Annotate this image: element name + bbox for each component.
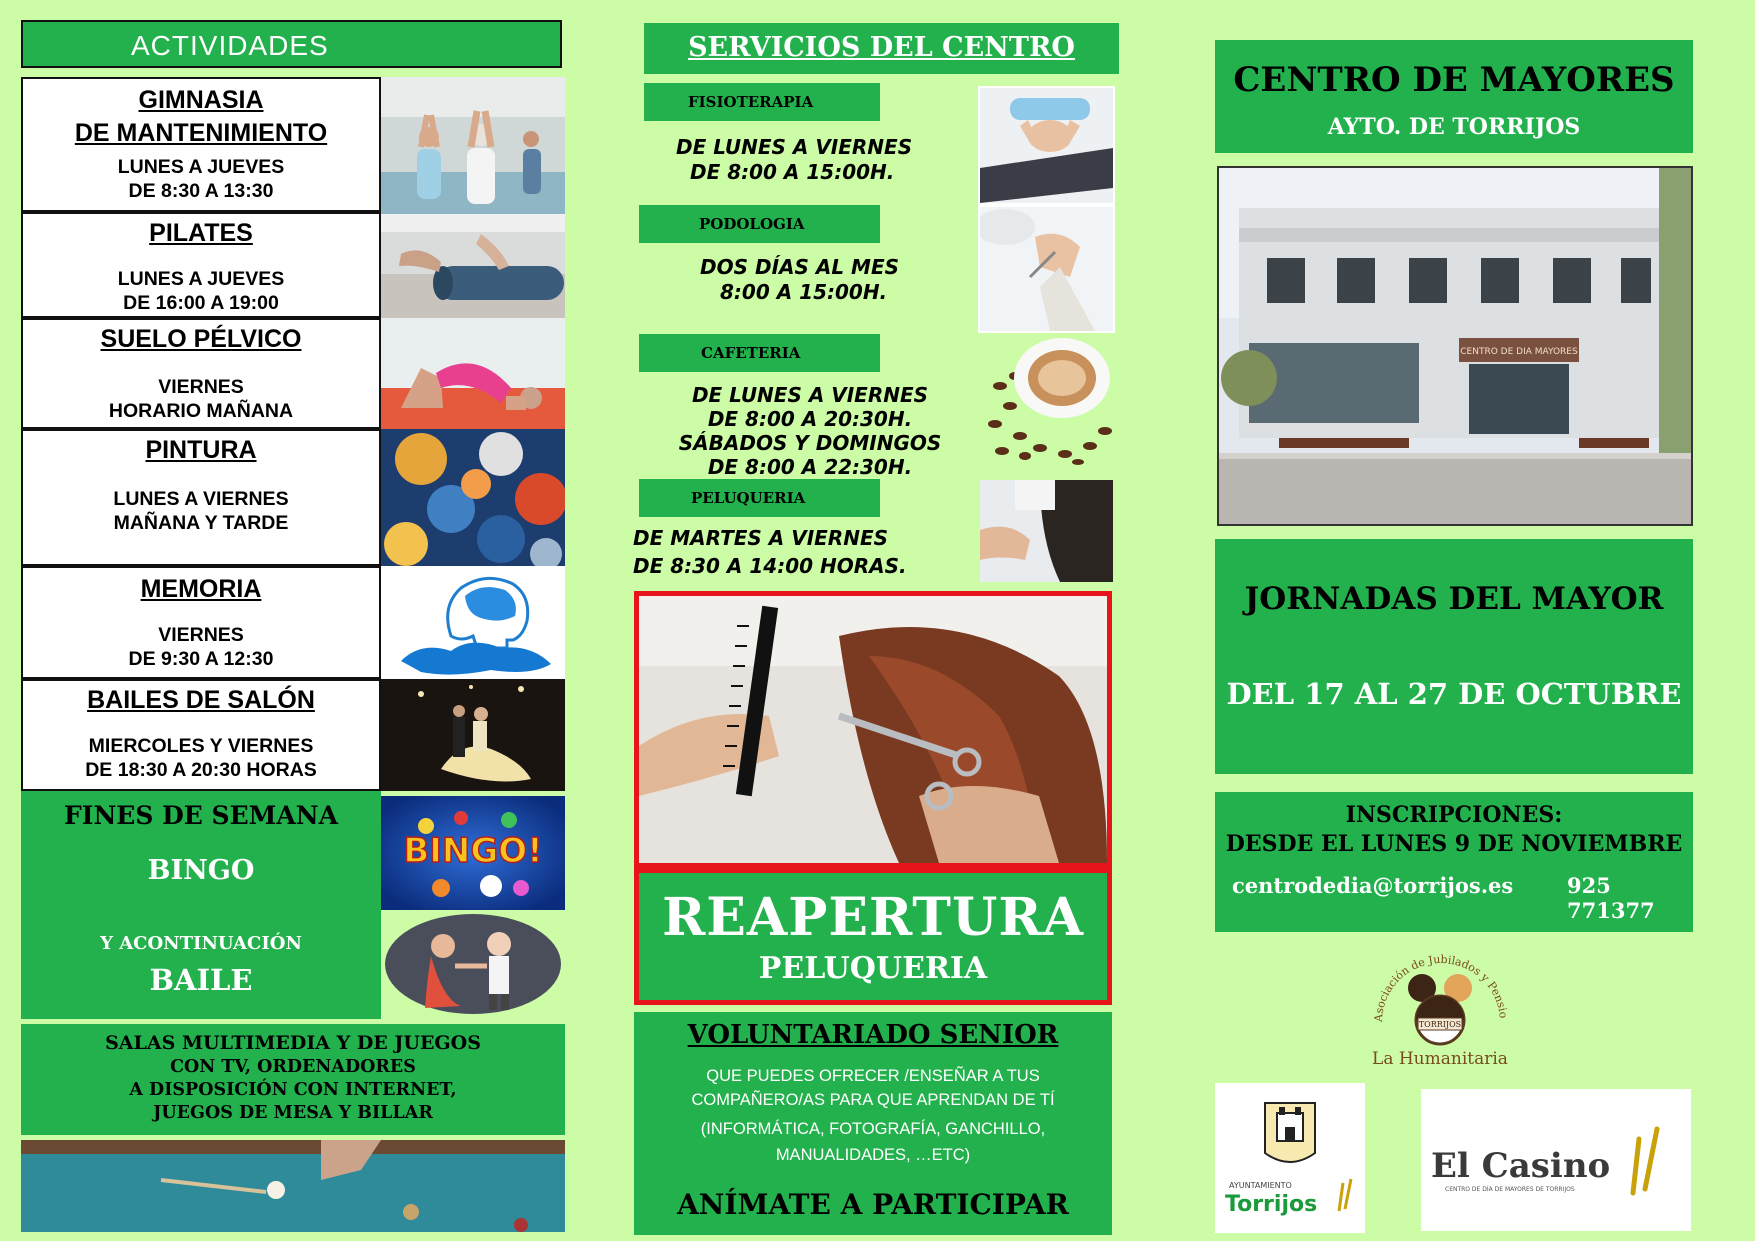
activity-schedule: LUNES A JUEVES <box>117 268 285 290</box>
association-name: La Humanitaria <box>1372 1049 1508 1069</box>
services-header <box>644 23 1119 74</box>
physiotherapy-photo <box>978 86 1115 205</box>
activity-bailes <box>21 679 381 791</box>
bingo-image <box>381 796 565 910</box>
podology-photo <box>978 205 1115 333</box>
volunteer-title: VOLUNTARIADO SENIOR <box>687 1020 1059 1050</box>
volunteer-line1: QUE PUEDES OFRECER /ENSEÑAR A TUS <box>706 1067 1040 1085</box>
weekend-box <box>21 791 381 1019</box>
service-line: DE 8:00 A 22:30H. <box>707 455 913 479</box>
gymnastics-photo <box>381 77 565 214</box>
association-arc-text: Asociación de Jubilados y Pensio <box>1371 952 1510 1023</box>
multimedia-title: SALAS MULTIMEDIA Y DE JUEGOS <box>105 1032 481 1054</box>
activity-pintura <box>21 429 381 566</box>
activity-schedule-line2: HORARIO MAÑANA <box>108 400 294 422</box>
activity-title: GIMNASIA <box>138 86 264 114</box>
cover-title-box <box>1215 40 1693 153</box>
reopening-title: REAPERTURA <box>662 887 1084 948</box>
service-line: DE 8:00 A 15:00H. <box>690 160 895 184</box>
volunteer-box <box>634 1012 1112 1235</box>
cover-title: CENTRO DE MAYORES <box>1233 60 1675 100</box>
dancing-couple-cartoon <box>381 910 565 1018</box>
weekend-title: FINES DE SEMANA <box>64 801 338 830</box>
pelvic-floor-photo <box>381 318 565 429</box>
weekend-bingo: BINGO <box>147 855 255 886</box>
activity-schedule-line2: DE 9:30 A 12:30 <box>128 648 274 670</box>
service-label-podologia: PODOLOGIA <box>639 205 880 243</box>
building-photo <box>1217 166 1693 526</box>
activity-title-line2: DE MANTENIMIENTO <box>74 119 328 147</box>
activities-header <box>21 20 562 68</box>
activities-header-label: ACTIVIDADES <box>131 30 329 61</box>
activity-schedule-line2: DE 18:30 A 20:30 HORAS <box>85 759 317 781</box>
service-line: DOS DÍAS AL MES <box>700 255 900 279</box>
activity-schedule: VIERNES <box>158 376 244 398</box>
service-line: DE 8:00 A 20:30H. <box>707 407 913 431</box>
service-fisioterapia-hours <box>676 135 966 185</box>
multimedia-line2: CON TV, ORDENADORES <box>170 1057 416 1077</box>
event-title: JORNADAS DEL MAYOR <box>1244 581 1664 617</box>
activity-schedule: LUNES A JUEVES <box>117 156 285 178</box>
ayuntamiento-logo <box>1215 1083 1365 1233</box>
reopening-box <box>634 868 1112 1005</box>
activity-schedule: VIERNES <box>158 624 244 646</box>
activity-memoria <box>21 566 381 679</box>
contact-phone[interactable]: 925 771377 <box>1567 873 1655 923</box>
service-cafeteria-hours <box>660 383 960 479</box>
service-line: DE MARTES A VIERNES <box>633 526 889 550</box>
activity-schedule-line2: DE 16:00 A 19:00 <box>123 292 279 314</box>
event-dates: DEL 17 AL 27 DE OCTUBRE <box>1226 677 1682 711</box>
ayuntamiento-name: Torrijos <box>1225 1192 1318 1217</box>
activity-suelo-pelvico <box>21 318 381 429</box>
volunteer-cta: ANÍMATE A PARTICIPAR <box>677 1188 1069 1221</box>
cover-subtitle: AYTO. DE TORRIJOS <box>1327 114 1581 140</box>
service-label-peluqueria: PELUQUERIA <box>639 479 880 517</box>
inscriptions-date: DESDE EL LUNES 9 DE NOVIEMBRE <box>1225 831 1683 857</box>
service-peluqueria-hours <box>633 524 953 580</box>
volunteer-line4: MANUALIDADES, …ETC) <box>775 1146 971 1164</box>
haircut-photo <box>634 591 1112 868</box>
pilates-photo <box>381 214 565 318</box>
service-label-fisioterapia: FISIOTERAPIA <box>644 83 880 121</box>
bingo-logo: BINGO! <box>403 831 543 871</box>
activity-title: BAILES DE SALÓN <box>87 686 315 714</box>
hairdresser-small-photo <box>980 480 1113 582</box>
ayuntamiento-small-label: AYUNTAMIENTO <box>1229 1181 1292 1190</box>
service-line: DE 8:30 A 14:00 HORAS. <box>633 554 907 578</box>
casino-name: El Casino <box>1431 1146 1611 1186</box>
services-header-label: SERVICIOS DEL CENTRO <box>688 32 1075 63</box>
service-podologia-hours <box>700 255 960 305</box>
service-label-cafeteria: CAFETERIA <box>639 334 880 372</box>
activity-pilates <box>21 212 381 318</box>
casino-logo <box>1421 1089 1691 1231</box>
activity-schedule: MIERCOLES Y VIERNES <box>88 735 314 757</box>
memory-puzzle-head-image <box>381 566 565 679</box>
volunteer-line2: COMPAÑERO/AS PARA QUE APRENDAN DE TÍ <box>691 1091 1055 1109</box>
event-box <box>1215 539 1693 774</box>
service-line: DE LUNES A VIERNES <box>676 135 913 159</box>
inscriptions-box <box>1215 792 1693 932</box>
activity-title: SUELO PÉLVICO <box>100 325 302 353</box>
activity-schedule-line2: DE 8:30 A 13:30 <box>128 180 274 202</box>
association-badge: TORRIJOS <box>1418 1020 1462 1029</box>
casino-subtitle: CENTRO DE DÍA DE MAYORES DE TORRIJOS <box>1445 1186 1575 1193</box>
weekend-dance: BAILE <box>149 963 253 997</box>
coffee-photo <box>980 336 1115 468</box>
building-sign: CENTRO DE DIA MAYORES <box>1460 347 1578 357</box>
painting-photo <box>381 429 565 566</box>
activity-gimnasia <box>21 77 381 212</box>
service-line: 8:00 A 15:00H. <box>720 280 888 304</box>
reopening-subtitle: PELUQUERIA <box>758 951 988 986</box>
weekend-then: Y ACONTINUACIÓN <box>100 933 302 954</box>
multimedia-line3: A DISPOSICIÓN CON INTERNET, <box>129 1080 457 1100</box>
activity-title: PILATES <box>149 219 253 247</box>
contact-email[interactable]: centrodedia@torrijos.es <box>1232 873 1514 898</box>
activity-schedule-line2: MAÑANA Y TARDE <box>113 512 289 534</box>
inscriptions-title: INSCRIPCIONES: <box>1345 802 1563 828</box>
association-logo <box>1360 940 1520 1078</box>
multimedia-line4: JUEGOS DE MESA Y BILLAR <box>153 1103 433 1123</box>
volunteer-line3: (INFORMÁTICA, FOTOGRAFÍA, GANCHILLO, <box>700 1120 1046 1138</box>
service-line: SÁBADOS Y DOMINGOS <box>678 431 942 455</box>
ballroom-dance-photo <box>381 679 565 791</box>
activity-title: PINTURA <box>145 436 257 464</box>
service-line: DE LUNES A VIERNES <box>691 383 929 407</box>
billiards-photo <box>21 1140 565 1232</box>
multimedia-box <box>21 1024 565 1135</box>
activity-schedule: LUNES A VIERNES <box>113 488 289 510</box>
activity-title: MEMORIA <box>140 575 262 603</box>
